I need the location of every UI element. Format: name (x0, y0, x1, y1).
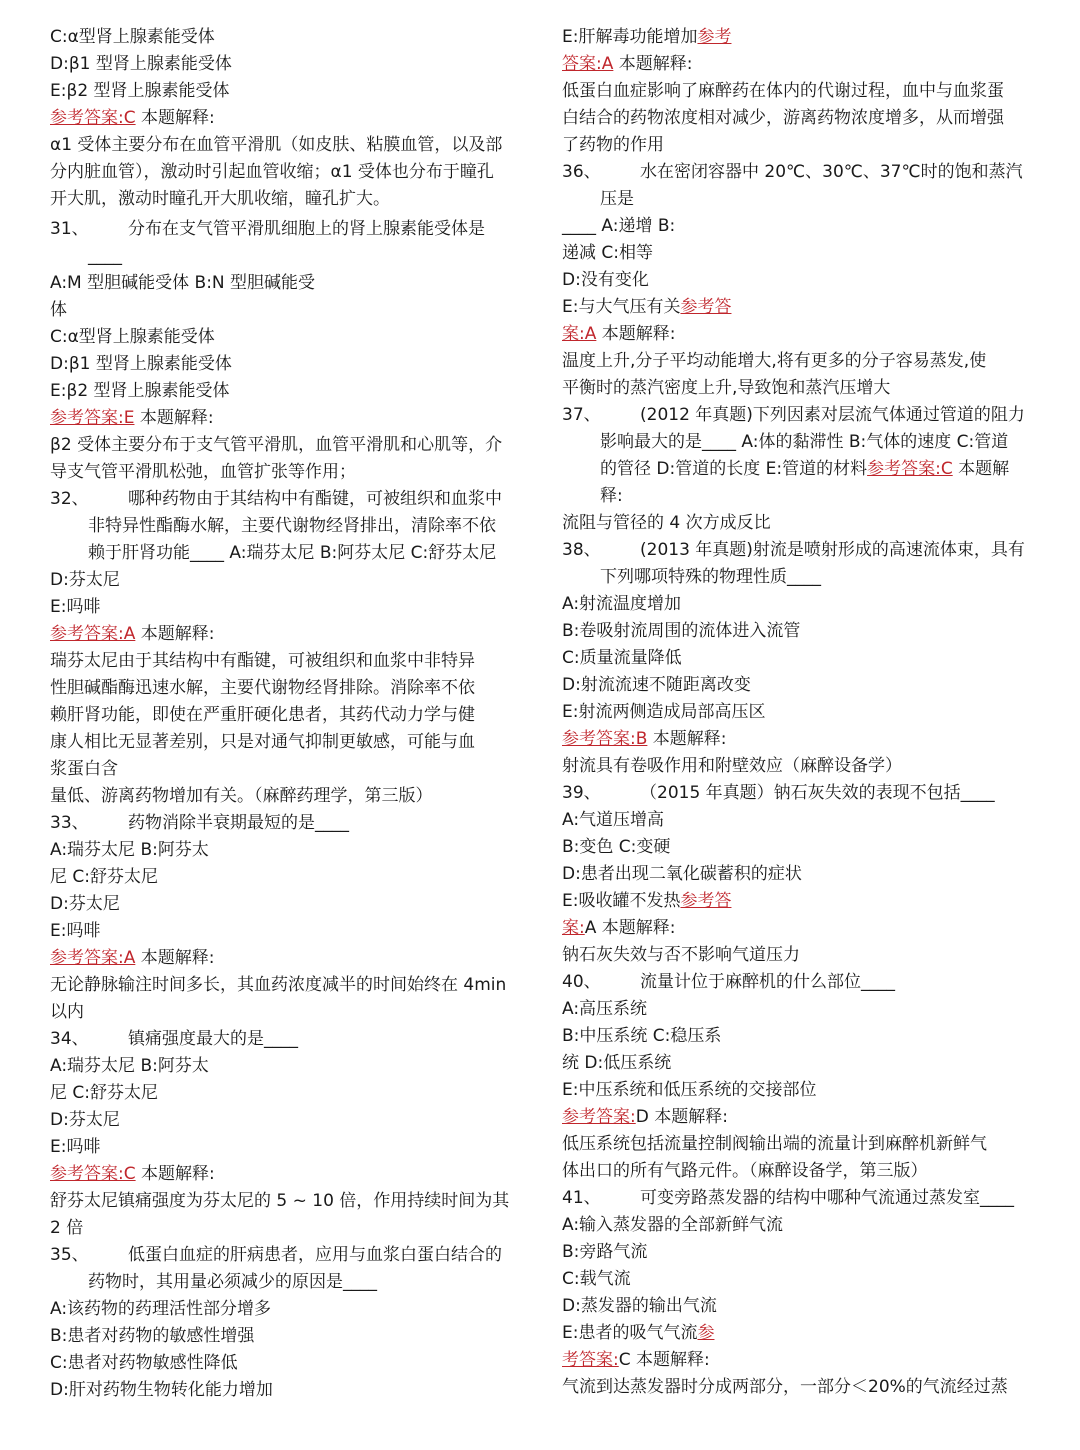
explanation-line: 性胆碱酯酶迅速水解，主要代谢物经肾排除。消除率不依 (50, 678, 475, 698)
explanation-label: 本题解释: (135, 948, 215, 968)
option-line: A:射流温度增加 (562, 594, 682, 614)
answer-line (50, 621, 540, 648)
answer-label: 参 (697, 1323, 715, 1343)
option-line: D:芬太尼 (50, 894, 120, 914)
answer-line (50, 945, 540, 972)
question-number: 35、 (50, 1245, 89, 1265)
question-text: (2012 年真题)下列因素对层流气体通过管道的阻力 (640, 405, 1025, 425)
explanation-label: 本题解释: (135, 108, 215, 128)
explanation-line: 钠石灰失效与否不影响气道压力 (562, 945, 800, 965)
option-line: 尼 C:舒芬太尼 (50, 1083, 159, 1103)
option-text: E:患者的吸气气流 (562, 1323, 698, 1343)
option-line (562, 24, 1052, 51)
option-line: B:旁路气流 (562, 1242, 648, 1262)
option-line: E:吗啡 (50, 1137, 101, 1157)
explanation-line: 瑞芬太尼由于其结构中有酯键，可被组织和血浆中非特异 (50, 651, 475, 671)
option-line: 尼 C:舒芬太尼 (50, 867, 159, 887)
explanation-line: 导支气管平滑肌松弛，血管扩张等作用； (50, 462, 356, 482)
question-line (562, 969, 1052, 996)
option-line: C:质量流量降低 (562, 648, 682, 668)
question-number: 33、 (50, 813, 89, 833)
explanation-line: 2 倍 (50, 1218, 84, 1238)
answer-line (562, 726, 1052, 753)
option-line: ____ A:递增 B: (562, 216, 676, 236)
explanation-label: 释: (600, 486, 623, 506)
explanation-label: D 本题解释: (635, 1107, 728, 1127)
answer-label: 参考答 (680, 891, 732, 911)
option-text: E:与大气压有关 (562, 297, 681, 317)
question-line (50, 486, 540, 513)
question-line: ____ (88, 246, 122, 266)
question-text: (2013 年真题)射流是喷射形成的高速流体束，具有 (640, 540, 1025, 560)
question-text: 流量计位于麻醉机的什么部位____ (640, 972, 895, 992)
question-number: 39、 (562, 783, 601, 803)
answer-label: 参考答案:B (562, 729, 648, 749)
answer-line (50, 405, 540, 432)
question-number: 40、 (562, 972, 601, 992)
answer-line (562, 321, 1052, 348)
option-line: D:射流流速不随距离改变 (562, 675, 751, 695)
question-text: 低蛋白血症的肝病患者，应用与血浆白蛋白结合的 (128, 1245, 502, 1265)
option-line: B:变色 C:变硬 (562, 837, 671, 857)
option-text: E:吸收罐不发热 (562, 891, 681, 911)
question-line (562, 780, 1052, 807)
explanation-line: 以内 (50, 1002, 84, 1022)
option-line: A:该药物的药理活性部分增多 (50, 1299, 272, 1319)
answer-label: 参考答案:A (50, 948, 136, 968)
option-line: D:β1 型肾上腺素能受体 (50, 354, 232, 374)
answer-line (50, 1161, 540, 1188)
option-line: D:患者出现二氧化碳蓄积的症状 (562, 864, 802, 884)
explanation-line: 气流到达蒸发器时分成两部分，一部分＜20%的气流经过蒸 (562, 1377, 1008, 1397)
question-line (50, 1242, 540, 1269)
option-line: E:吗啡 (50, 921, 101, 941)
explanation-label: 本题解释: (647, 729, 727, 749)
question-text: 水在密闭容器中 20℃、30℃、37℃时的饱和蒸汽 (640, 162, 1023, 182)
option-line: A:气道压增高 (562, 810, 665, 830)
option-line: E:射流两侧造成局部高压区 (562, 702, 766, 722)
answer-line (50, 105, 540, 132)
question-line: 药物时，其用量必须减少的原因是____ (88, 1272, 377, 1292)
question-line: 非特异性酯酶水解，主要代谢物经肾排出，清除率不依 (88, 516, 496, 536)
question-line (562, 537, 1052, 564)
explanation-label: 本题解释: (613, 54, 693, 74)
question-text: （2015 年真题）钠石灰失效的表现不包括____ (640, 783, 995, 803)
explanation-line: 平衡时的蒸汽密度上升,导致饱和蒸汽压增大 (562, 378, 891, 398)
question-line: 压是 (600, 189, 634, 209)
option-line: A:M 型胆碱能受体 B:N 型胆碱能受 (50, 273, 316, 293)
question-number: 41、 (562, 1188, 601, 1208)
option-line: B:卷吸射流周围的流体进入流管 (562, 621, 801, 641)
option-line: A:输入蒸发器的全部新鲜气流 (562, 1215, 784, 1235)
question-line (562, 159, 1052, 186)
answer-label: 考答案: (562, 1350, 619, 1370)
explanation-line: 白结合的药物浓度相对减少，游离药物浓度增多，从而增强 (562, 108, 1004, 128)
option-line: D:β1 型肾上腺素能受体 (50, 54, 232, 74)
explanation-line: 低压系统包括流量控制阀输出端的流量计到麻醉机新鲜气 (562, 1134, 987, 1154)
explanation-label: 本题解释: (596, 324, 676, 344)
option-line: A:瑞芬太尼 B:阿芬太 (50, 840, 209, 860)
explanation-line: 体出口的所有气路元件。（麻醉设备学，第三版） (562, 1161, 928, 1181)
option-line: D:芬太尼 (50, 1110, 120, 1130)
explanation-line: 射流具有卷吸作用和附壁效应（麻醉设备学） (562, 756, 902, 776)
answer-line (562, 915, 1052, 942)
answer-label: 参考答案:E (50, 408, 135, 428)
explanation-line: 开大肌，激动时瞳孔开大肌收缩，瞳孔扩大。 (50, 189, 390, 209)
option-line: 递减 C:相等 (562, 243, 654, 263)
question-number: 38、 (562, 540, 601, 560)
answer-label: 参考 (697, 27, 732, 47)
explanation-line: 了药物的作用 (562, 135, 664, 155)
question-number: 36、 (562, 162, 601, 182)
explanation-line: 分内脏血管），激动时引起血管收缩；α1 受体也分布于瞳孔 (50, 162, 494, 182)
question-text: 哪种药物由于其结构中有酯键，可被组织和血浆中 (128, 489, 502, 509)
question-line (50, 1026, 540, 1053)
question-text: 的管径 D:管道的长度 E:管道的材料 (600, 459, 868, 479)
question-text: 分布在支气管平滑肌细胞上的肾上腺素能受体是 (128, 219, 485, 239)
explanation-line: 低蛋白血症影响了麻醉药在体内的代谢过程，血中与血浆蛋 (562, 81, 1004, 101)
explanation-line: 无论静脉输注时间多长，其血药浓度减半的时间始终在 4min (50, 975, 507, 995)
question-line (562, 1185, 1052, 1212)
option-line (562, 1320, 1052, 1347)
explanation-label: C 本题解释: (618, 1350, 710, 1370)
option-line: D:肝对药物生物转化能力增加 (50, 1380, 273, 1400)
answer-label: 答案:A (562, 54, 614, 74)
question-line (50, 810, 540, 837)
question-line (50, 216, 540, 243)
answer-label: 参考答 (680, 297, 732, 317)
question-line: 影响最大的是____ A:体的黏滞性 B:气体的速度 C:管道 (600, 432, 1009, 452)
explanation-label: 本题解 (952, 459, 1010, 479)
explanation-label: 本题解释: (134, 408, 214, 428)
question-line (562, 402, 1052, 429)
explanation-line: 流阻与管径的 4 次方成反比 (562, 513, 771, 533)
explanation-label: 本题解释: (135, 1164, 215, 1184)
explanation-label: A 本题解释: (584, 918, 676, 938)
option-line: C:α型肾上腺素能受体 (50, 327, 215, 347)
question-number: 34、 (50, 1029, 89, 1049)
explanation-line: 温度上升,分子平均动能增大,将有更多的分子容易蒸发,使 (562, 351, 987, 371)
answer-label: 参考答案:C (50, 1164, 136, 1184)
answer-label: 参考答案: (562, 1107, 636, 1127)
option-line: A:高压系统 (562, 999, 648, 1019)
option-line: D:芬太尼 (50, 570, 120, 590)
explanation-line: 量低、游离药物增加有关。（麻醉药理学，第三版） (50, 786, 433, 806)
answer-label: 参考答案:A (50, 624, 136, 644)
option-line (562, 294, 1052, 321)
explanation-line: 康人相比无显著差别，只是对通气抑制更敏感，可能与血 (50, 732, 475, 752)
question-line: 赖于肝肾功能____ A:瑞芬太尼 B:阿芬太尼 C:舒芬太尼 (88, 543, 497, 563)
option-line: B:患者对药物的敏感性增强 (50, 1326, 255, 1346)
answer-line (562, 1347, 1052, 1374)
answer-label: 案:A (562, 324, 597, 344)
option-line: C:载气流 (562, 1269, 631, 1289)
explanation-line: 舒芬太尼镇痛强度为芬太尼的 5 ~ 10 倍，作用持续时间为其 (50, 1191, 510, 1211)
option-line: C:α型肾上腺素能受体 (50, 27, 215, 47)
option-line: D:蒸发器的输出气流 (562, 1296, 717, 1316)
question-text: 镇痛强度最大的是____ (128, 1029, 298, 1049)
option-line: C:患者对药物敏感性降低 (50, 1353, 238, 1373)
explanation-label: 本题解释: (135, 624, 215, 644)
explanation-line: α1 受体主要分布在血管平滑肌（如皮肤、粘膜血管，以及部 (50, 135, 503, 155)
option-line: E:中压系统和低压系统的交接部位 (562, 1080, 817, 1100)
answer-line (562, 51, 1052, 78)
explanation-line: 浆蛋白含 (50, 759, 118, 779)
question-line: 下列哪项特殊的物理性质____ (600, 567, 821, 587)
question-number: 37、 (562, 405, 601, 425)
question-text: 可变旁路蒸发器的结构中哪种气流通过蒸发室____ (640, 1188, 1014, 1208)
option-line: D:没有变化 (562, 270, 649, 290)
option-line: E:吗啡 (50, 597, 101, 617)
explanation-line: β2 受体主要分布于支气管平滑肌，血管平滑肌和心肌等，介 (50, 435, 503, 455)
question-number: 31、 (50, 219, 89, 239)
answer-label: 参考答案:C (867, 459, 953, 479)
question-number: 32、 (50, 489, 89, 509)
option-line: E:β2 型肾上腺素能受体 (50, 81, 230, 101)
option-line (562, 888, 1052, 915)
option-line: 统 D:低压系统 (562, 1053, 672, 1073)
right-column (562, 24, 1052, 1401)
answer-line (562, 1104, 1052, 1131)
option-line: A:瑞芬太尼 B:阿芬太 (50, 1056, 209, 1076)
left-column (50, 24, 540, 1404)
answer-label: 参考答案:C (50, 108, 136, 128)
question-line (562, 456, 1052, 483)
option-line: B:中压系统 C:稳压系 (562, 1026, 722, 1046)
option-text: E:肝解毒功能增加 (562, 27, 698, 47)
question-text: 药物消除半衰期最短的是____ (128, 813, 349, 833)
explanation-line: 赖肝肾功能，即使在严重肝硬化患者，其药代动力学与健 (50, 705, 475, 725)
option-line: 体 (50, 300, 67, 320)
option-line: E:β2 型肾上腺素能受体 (50, 381, 230, 401)
answer-label: 案: (562, 918, 585, 938)
